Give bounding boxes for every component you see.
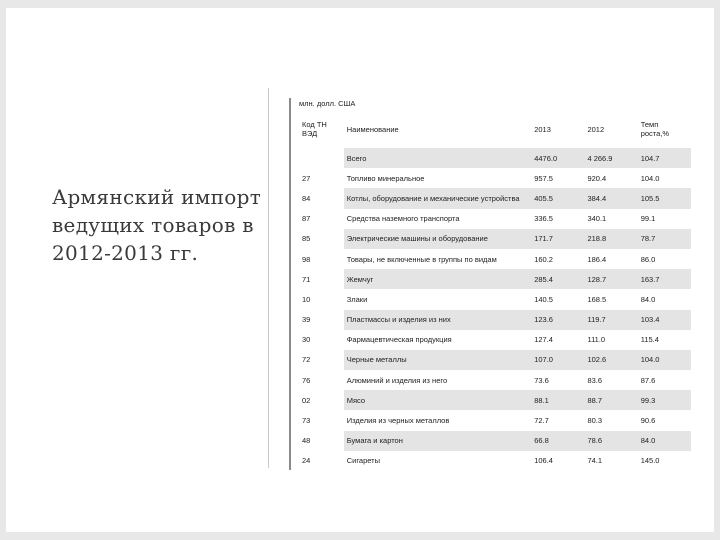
- cell-2012: 119.7: [584, 310, 637, 330]
- table-row: [299, 310, 691, 330]
- cell-growth: 99.3: [638, 390, 691, 410]
- cell-2013: 140.5: [534, 294, 553, 304]
- table-left-border: [289, 98, 291, 470]
- cell-code: 48: [299, 431, 344, 451]
- cell-name: Товары, не включенные в группы по видам: [346, 254, 497, 264]
- cell-2012: 186.4: [587, 254, 607, 264]
- cell-2012: 384.4: [584, 188, 637, 208]
- table-row: [299, 188, 691, 208]
- table-row: [299, 370, 691, 390]
- cell-2012: 74.1: [587, 456, 603, 466]
- cell-2012: 102.6: [584, 350, 637, 370]
- cell-name: Злаки: [346, 294, 368, 304]
- cell-2013: 106.4: [534, 456, 553, 466]
- cell-name: Всего: [344, 148, 531, 168]
- cell-2012: 218.8: [584, 229, 637, 249]
- table-row: [299, 168, 691, 188]
- cell-growth: 105.5: [638, 188, 691, 208]
- cell-2013: 72.7: [534, 416, 549, 426]
- cell-code: 30: [302, 335, 311, 345]
- cell-name: Сигареты: [346, 456, 381, 466]
- cell-code: 24: [302, 456, 311, 466]
- table-caption: млн. долл. США: [299, 99, 356, 108]
- cell-code: 10: [302, 294, 311, 304]
- cell-code: 02: [299, 390, 344, 410]
- cell-code: 84: [299, 188, 344, 208]
- cell-2012: 128.7: [584, 269, 637, 289]
- cell-2013: 957.5: [534, 173, 553, 183]
- cell-2013: 88.1: [531, 390, 584, 410]
- cell-code: 71: [299, 269, 344, 289]
- cell-2013: 336.5: [534, 214, 553, 224]
- header-growth: Темп роста,%: [640, 120, 670, 138]
- cell-code: 98: [302, 254, 311, 264]
- cell-code: 39: [299, 310, 344, 330]
- table-row: [299, 390, 691, 410]
- cell-2013: 160.2: [534, 254, 553, 264]
- table-header-row: [299, 110, 691, 148]
- table-row: [299, 350, 691, 370]
- cell-name: Средства наземного транспорта: [346, 214, 460, 224]
- cell-2012: 80.3: [587, 416, 603, 426]
- cell-growth: 84.0: [640, 294, 656, 304]
- table-row: [299, 148, 691, 168]
- cell-2012: 168.5: [587, 294, 607, 304]
- cell-code: 85: [299, 229, 344, 249]
- cell-code: 76: [302, 375, 311, 385]
- cell-growth: 104.0: [638, 350, 691, 370]
- cell-growth: 104.7: [638, 148, 691, 168]
- slide: [6, 8, 714, 532]
- cell-2012: 111.0: [587, 335, 606, 345]
- table-row: [299, 330, 691, 350]
- cell-growth: 163.7: [638, 269, 691, 289]
- header-code: Код ТН ВЭД: [302, 120, 327, 138]
- cell-growth: 87.6: [640, 375, 656, 385]
- cell-name: Жемчуг: [344, 269, 531, 289]
- table-row: [299, 451, 691, 471]
- table-row: [299, 269, 691, 289]
- cell-code: 87: [302, 214, 311, 224]
- cell-name: Фармацевтическая продукция: [346, 335, 452, 345]
- cell-2012: 340.1: [587, 214, 607, 224]
- cell-2013: 4476.0: [531, 148, 584, 168]
- cell-name: Изделия из черных металлов: [346, 416, 450, 426]
- cell-2013: 66.8: [531, 431, 584, 451]
- cell-growth: 86.0: [640, 254, 656, 264]
- cell-2013: 107.0: [531, 350, 584, 370]
- table-row: [299, 410, 691, 430]
- cell-2012: 78.6: [584, 431, 637, 451]
- cell-name: Электрические машины и оборудование: [344, 229, 531, 249]
- cell-2013: 127.4: [534, 335, 553, 345]
- header-2012: 2012: [587, 124, 605, 134]
- table-row: [299, 249, 691, 269]
- cell-growth: 78.7: [638, 229, 691, 249]
- cell-growth: 99.1: [640, 214, 656, 224]
- cell-code: [299, 148, 344, 168]
- cell-name: Мясо: [344, 390, 531, 410]
- cell-code: 72: [299, 350, 344, 370]
- cell-code: 73: [302, 416, 311, 426]
- import-table: [299, 110, 691, 471]
- table-row: [299, 209, 691, 229]
- cell-growth: 104.0: [640, 173, 660, 183]
- cell-2013: 73.6: [534, 375, 549, 385]
- cell-name: Алюминий и изделия из него: [346, 375, 448, 385]
- header-name: Наименование: [346, 124, 399, 134]
- import-table-image: [299, 98, 691, 471]
- cell-growth: 145.0: [640, 456, 660, 466]
- cell-2012: 83.6: [587, 375, 603, 385]
- cell-growth: 103.4: [638, 310, 691, 330]
- cell-growth: 90.6: [640, 416, 656, 426]
- divider-line: [268, 88, 269, 468]
- cell-name: Бумага и картон: [344, 431, 531, 451]
- slide-title: Армянский импорт ведущих товаров в 2012-2013 гг.: [52, 185, 262, 265]
- cell-name: Пластмассы и изделия из них: [344, 310, 531, 330]
- cell-2013: 171.7: [531, 229, 584, 249]
- cell-2012: 88.7: [584, 390, 637, 410]
- cell-name: Котлы, оборудование и механические устройства: [344, 188, 531, 208]
- table-row: [299, 229, 691, 249]
- cell-2013: 123.6: [531, 310, 584, 330]
- header-2013: 2013: [534, 124, 551, 134]
- table-row: [299, 289, 691, 309]
- cell-2013: 405.5: [531, 188, 584, 208]
- cell-2012: 4 266.9: [584, 148, 637, 168]
- cell-name: Топливо минеральное: [346, 173, 425, 183]
- cell-growth: 84.0: [638, 431, 691, 451]
- cell-code: 27: [302, 173, 311, 183]
- cell-2013: 285.4: [531, 269, 584, 289]
- table-row: [299, 431, 691, 451]
- cell-name: Черные металлы: [344, 350, 531, 370]
- cell-growth: 115.4: [640, 335, 659, 345]
- cell-2012: 920.4: [587, 173, 607, 183]
